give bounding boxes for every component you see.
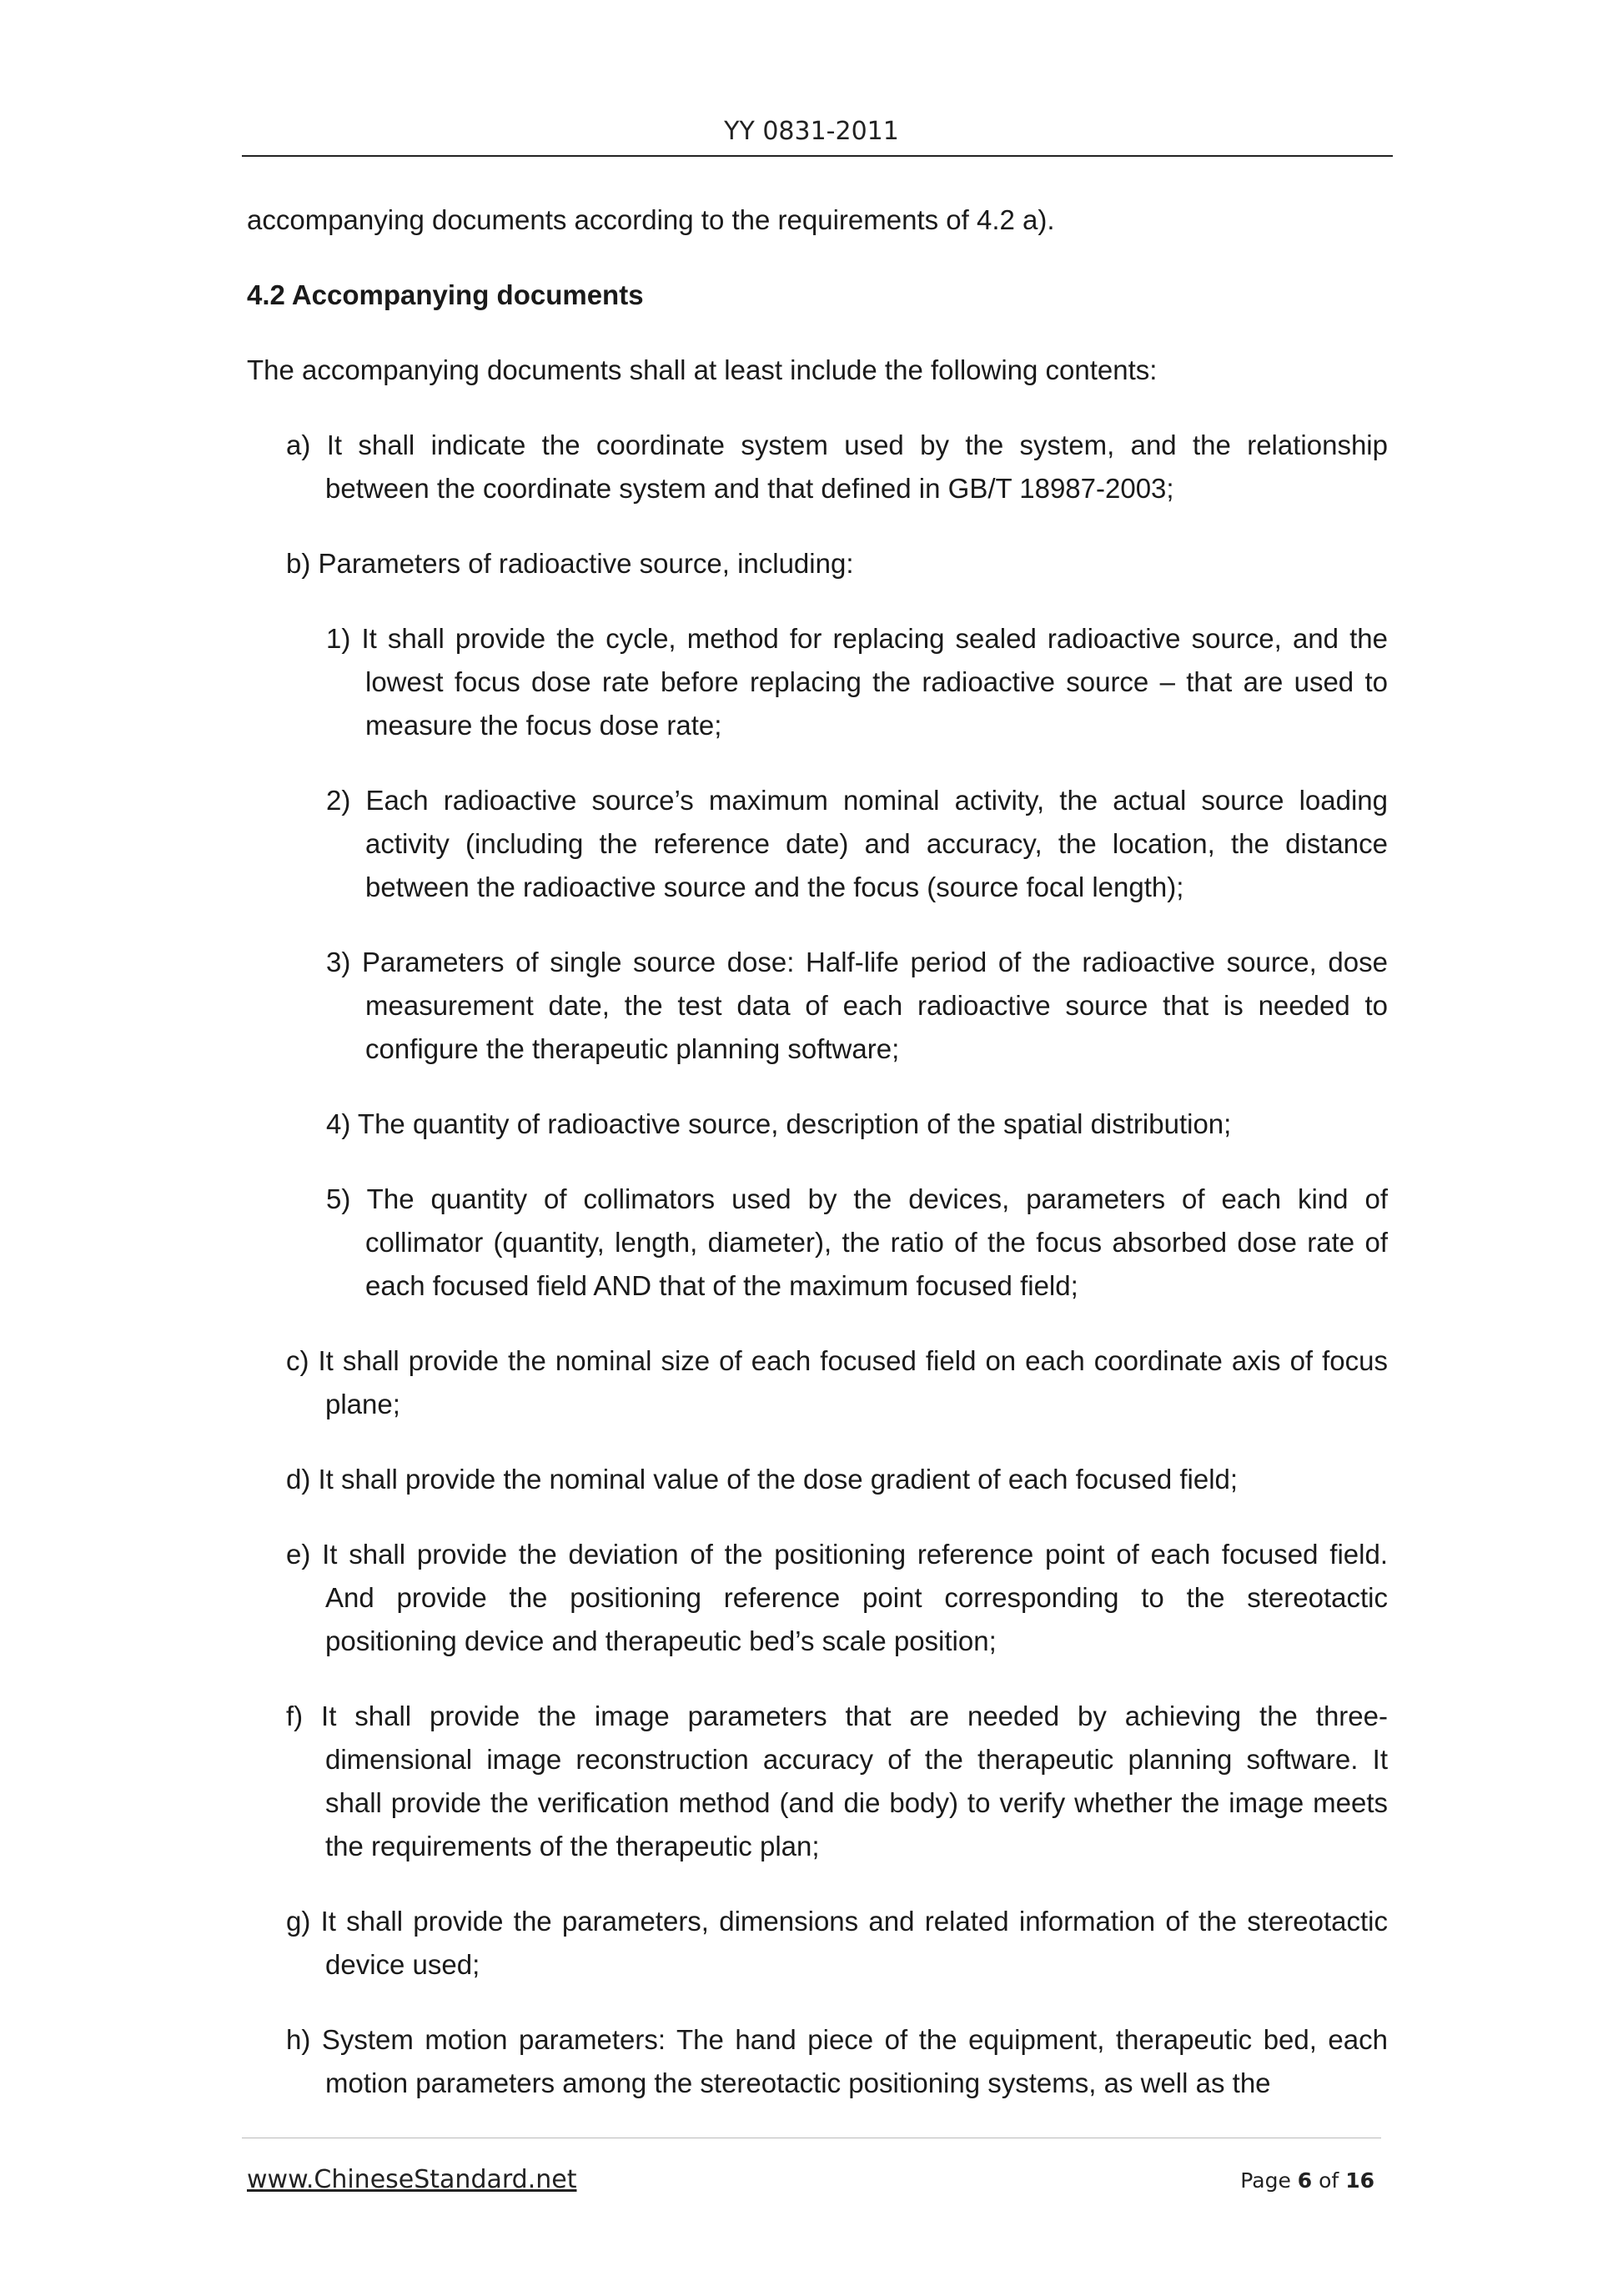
lead-paragraph: The accompanying documents shall at least include the following contents: xyxy=(247,354,1158,385)
list-item-b2: 2) Each radioactive source’s maximum nominal activity, the actual source loading activity (including the reference date) and accuracy, the location, the distance between the radioactive source and the focus (source focal length); xyxy=(326,785,1388,902)
section-heading: 4.2 Accompanying documents xyxy=(247,279,644,310)
intro-paragraph: accompanying documents according to the requirements of 4.2 a). xyxy=(247,204,1055,235)
list-item-c: c) It shall provide the nominal size of each focused field on each coordinate axis of focus plane; xyxy=(286,1345,1388,1419)
list-item-f: f) It shall provide the image parameters that are needed by achieving the three-dimensional image reconstruction accuracy of the therapeutic planning software. It shall provide the verification method (and die body) to verify whether the image meets the requirements of the therapeutic plan; xyxy=(286,1701,1388,1861)
list-item-b5: 5) The quantity of collimators used by the devices, parameters of each kind of collimator (quantity, length, diameter), the ratio of the focus absorbed dose rate of each focused field AND that of the maximum focused field; xyxy=(326,1183,1388,1301)
list-item-b1: 1) It shall provide the cycle, method for replacing sealed radioactive source, and the lowest focus dose rate before replacing the radioactive source – that are used to measure the focus dose rate; xyxy=(326,623,1388,741)
footer-site-link[interactable]: www.ChineseStandard.net xyxy=(247,2165,577,2194)
list-item-h: h) System motion parameters: The hand piece of the equipment, therapeutic bed, each motion parameters among the stereotactic positioning systems, as well as the xyxy=(286,2024,1388,2098)
page-total: 16 xyxy=(1345,2168,1374,2193)
page-of: of xyxy=(1319,2168,1339,2193)
list-item-g: g) It shall provide the parameters, dimensions and related information of the stereotactic device used; xyxy=(286,1906,1388,1980)
page-current: 6 xyxy=(1297,2168,1313,2193)
list-item-a: a) It shall indicate the coordinate system used by the system, and the relationship between the coordinate system and that defined in GB/T 18987-2003; xyxy=(286,430,1388,504)
header-rule xyxy=(242,155,1393,157)
list-item-b3: 3) Parameters of single source dose: Half-life period of the radioactive source, dose measurement date, the test data of each radioactive source that is needed to configure the therapeutic planning software; xyxy=(326,947,1388,1064)
page-prefix: Page xyxy=(1240,2168,1291,2193)
list-item-e: e) It shall provide the deviation of the positioning reference point of each focused field. And provide the positioning reference point corresponding to the stereotactic positioning device and therapeutic bed’s scale position; xyxy=(286,1539,1388,1656)
footer-page-number xyxy=(1240,2168,1374,2193)
list-item-b: b) Parameters of radioactive source, including: xyxy=(286,548,854,579)
list-item-d: d) It shall provide the nominal value of the dose gradient of each focused field; xyxy=(286,1464,1239,1495)
body-content xyxy=(247,198,1388,2105)
list-item-b4: 4) The quantity of radioactive source, description of the spatial distribution; xyxy=(326,1108,1232,1139)
header-doc-id: YY 0831-2011 xyxy=(724,117,899,146)
